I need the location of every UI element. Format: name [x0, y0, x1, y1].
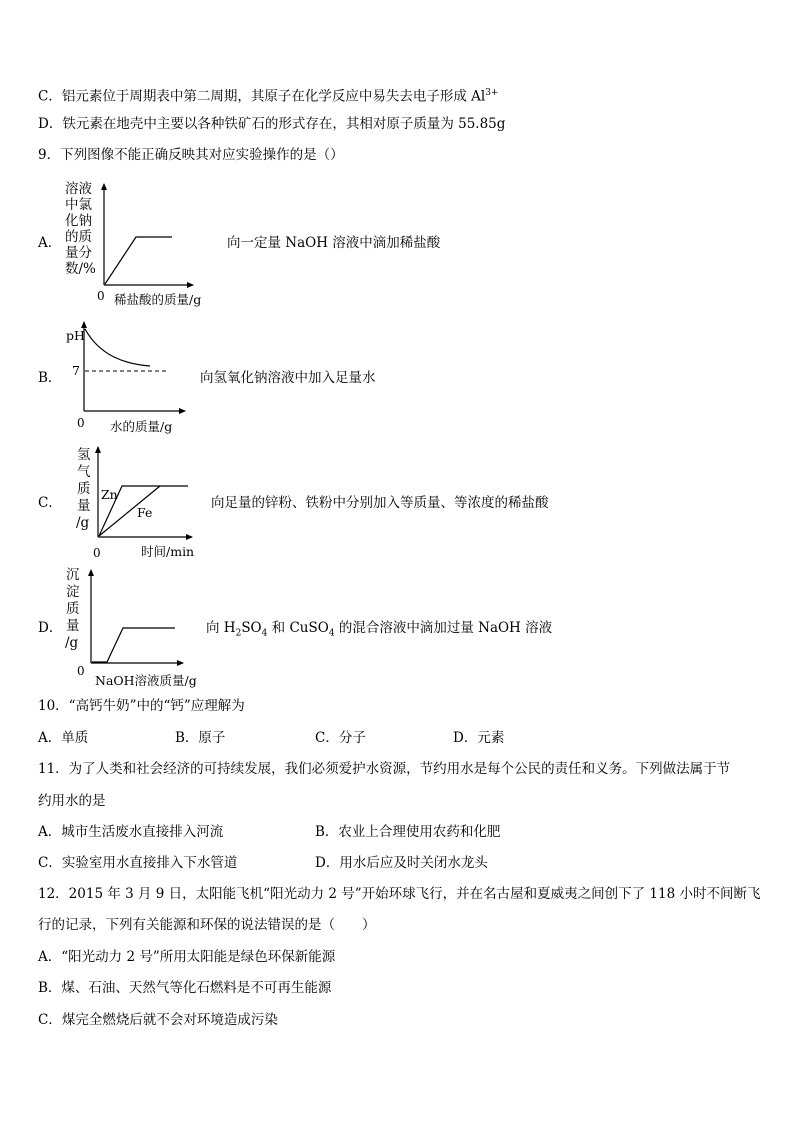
- q11-option-d: D．用水后应及时关闭水龙头: [315, 855, 488, 871]
- q11-option-b: B．农业上合理使用农药和化肥: [315, 824, 501, 840]
- q8-option-c: C．铝元素位于周期表中第二周期，其原子在化学反应中易失去电子形成 $Al^{3+}$: [38, 88, 499, 105]
- q9-graph-c-series-zn: Zn: [101, 487, 118, 502]
- ylabel-line: 数/%: [65, 261, 96, 277]
- curve: [92, 628, 175, 662]
- q9-graph-c-series-fe: Fe: [137, 505, 153, 520]
- ylabel-line: 量: [66, 618, 80, 634]
- q10-stem: 10．“高钙牛奶”中的“钙”应理解为: [38, 698, 245, 714]
- q9-option-b-label: B．: [38, 370, 62, 386]
- q9-option-c-desc: 向足量的锌粉、铁粉中分别加入等质量、等浓度的稀盐酸: [211, 495, 549, 511]
- ylabel-line: 中氯: [65, 197, 92, 213]
- q12-option-b: B．煤、石油、天然气等化石燃料是不可再生能源: [38, 980, 332, 996]
- q9-graph-b-origin: 0: [77, 416, 85, 430]
- ylabel-line: 氢: [77, 447, 91, 463]
- q9-graph-b-ref: 7: [72, 363, 80, 378]
- ylabel-line: 量: [77, 498, 91, 514]
- q12-stem-line1: 12．2015 年 3 月 9 日，太阳能飞机“阳光动力 2 号”开始环球飞行，并在名古屋和夏威夷之间创下了 118 小时不间断飞: [38, 886, 761, 902]
- q9-stem: 9．下列图像不能正确反映其对应实验操作的是（）: [38, 147, 344, 163]
- q9-graph-a-origin: 0: [97, 289, 105, 303]
- q9-graph-c-xlabel: 时间/min: [141, 544, 195, 559]
- ylabel-line: /g: [76, 515, 90, 531]
- ylabel-line: 量分: [65, 245, 92, 261]
- q10-option-a: A．单质: [38, 730, 89, 746]
- ylabel-line: 质: [77, 481, 91, 497]
- q9-option-d-desc: 向 $H_2SO_4$ 和 CuSO$_4$ 的混合溶液中滴加过量 NaOH 溶液: [206, 620, 553, 639]
- curve: [85, 329, 150, 366]
- ylabel-line: 质: [66, 601, 80, 617]
- q9-option-a-label: A．: [38, 235, 62, 251]
- q9-graph-d: [91, 570, 183, 663]
- q9-graph-b-xlabel: 水的质量/g: [110, 419, 173, 434]
- q11-stem-line2: 约用水的是: [38, 793, 106, 809]
- q9-option-d-label: D．: [38, 620, 63, 636]
- q9-option-b-desc: 向氢氧化钠溶液中加入足量水: [200, 370, 376, 386]
- ylabel-line: /g: [65, 635, 79, 651]
- ylabel-line: 溶液: [65, 181, 92, 197]
- q12-option-c: C．煤完全燃烧后就不会对环境造成污染: [38, 1012, 278, 1028]
- ylabel-line: 的质: [65, 229, 92, 245]
- q9-graph-c: [98, 447, 192, 537]
- zn-curve: [99, 486, 188, 536]
- q9-option-a-desc: 向一定量 NaOH 溶液中滴加稀盐酸: [227, 235, 441, 251]
- q11-stem-line1: 11．为了人类和社会经济的可持续发展，我们必须爱护水资源，节约用水是每个公民的责任和义务。下列做法属于节: [38, 761, 731, 777]
- curve: [105, 237, 172, 284]
- q12-stem-line2: 行的记录，下列有关能源和环保的说法错误的是（ ）: [38, 917, 376, 933]
- q11-option-c: C．实验室用水直接排入下水管道: [38, 855, 238, 871]
- q10-option-d: D．元素: [453, 730, 505, 746]
- q9-graph-b-ylabel: pH: [66, 328, 85, 343]
- q9-graph-a: [104, 184, 193, 285]
- q8-option-d: D．铁元素在地壳中主要以各种铁矿石的形式存在，其相对原子质量为 55.85g: [38, 116, 506, 132]
- q9-graph-a-xlabel: 稀盐酸的质量/g: [114, 292, 202, 307]
- ylabel-line: 气: [77, 464, 91, 480]
- q9-graph-d-xlabel: NaOH溶液质量/g: [95, 673, 197, 688]
- q11-option-a: A．城市生活废水直接排入河流: [38, 824, 224, 840]
- q9-graph-c-origin: 0: [93, 546, 101, 560]
- ylabel-line: 沉: [66, 567, 80, 583]
- q12-option-a: A．“阳光动力 2 号”所用太阳能是绿色环保新能源: [38, 949, 336, 965]
- q9-option-c-label: C．: [38, 495, 62, 511]
- q10-option-b: B．原子: [175, 730, 226, 746]
- q9-graph-d-origin: 0: [77, 664, 85, 678]
- q10-option-c: C．分子: [315, 730, 366, 746]
- ylabel-line: 淀: [66, 584, 80, 600]
- q9-graph-b: [84, 322, 185, 411]
- ylabel-line: 化钠: [65, 213, 92, 229]
- fe-curve: [99, 486, 160, 536]
